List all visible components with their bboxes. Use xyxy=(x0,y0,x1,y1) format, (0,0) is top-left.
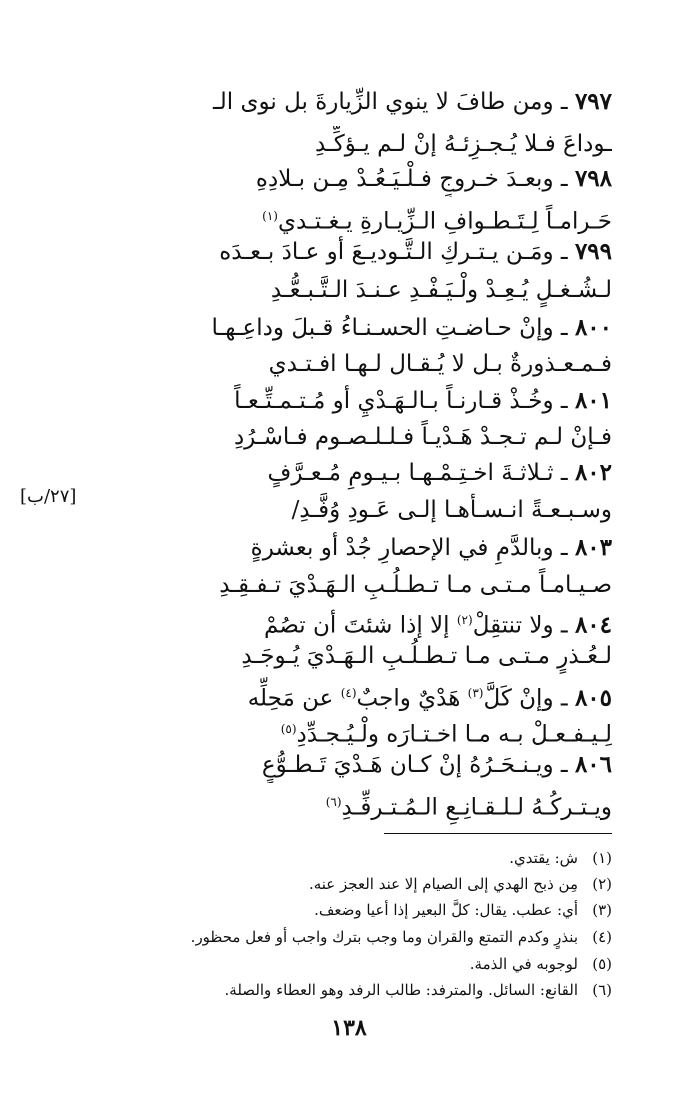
verse-line-second-half xyxy=(72,126,612,162)
verse-text: لِـيـفـعـلْ بـه مـا اخـتـارَه ولْـيُـجـدِّدِ xyxy=(296,721,612,748)
footnote-number: (٢) xyxy=(592,875,612,893)
verse-line-first-half: ٨٠١ ـ وخُـذْ قـارنـاً بـالـهَـدْيِ أو مُـتـمـتِّـعـاً xyxy=(234,387,612,414)
footnote xyxy=(52,846,612,871)
footnote-text: بنذرٍ وكدم التمتع والقران وما وجب بترك واجب أو فعل محظور. xyxy=(190,928,578,946)
verse-line-first-half: ٨٠٥ ـ وإنْ كَلَّ$^{(٣)}$ هَدْيٌ واجبٌ$^{(٤)}$ عن مَحِلِّه xyxy=(247,684,612,712)
footnote-number: (٥) xyxy=(592,955,612,973)
verse-text: عن مَحِلِّه xyxy=(247,685,341,712)
footnote-text: القانع: السائل. والمترفد: طالب الرفد وهو العطاء والصلة. xyxy=(224,981,578,999)
verse-text: فـمـعـذورةٌ بـل لا يُـقـال لـهـا افـتـدي xyxy=(268,351,612,377)
verse-number: ٧٩٩ xyxy=(574,238,612,265)
verse-text: صـيـامـاً مـتـى مـا تـطـلُـبِ الـهَـدْيَ تـفـقِـدِ xyxy=(219,572,612,598)
verse-line-first-half: ٨٠٠ ـ وإنْ حـاضـتِ الحسـنـاءُ قـبلَ وداعِـهـا xyxy=(211,314,612,341)
footnote-divider xyxy=(384,833,612,834)
verse-line-first-half: ٨٠٦ ـ ويـنـحَـرُهُ إنْ كـان هَـدْيَ تَـطـوُّعٍ xyxy=(261,751,612,778)
footnote-marker: (٥) xyxy=(280,722,297,736)
verse-number: ٨٠٣ xyxy=(574,534,612,561)
footnote xyxy=(52,978,612,1003)
verse-text: وبالدَّمِ في الإحصارِ جُدْ أو بعشرةٍ xyxy=(250,535,554,561)
verse-line-first-half: ٧٩٧ ـ ومن طافَ لا ينوي الزِّيارةَ بل نوى الـ xyxy=(213,88,612,115)
verse-text: وإنْ حـاضـتِ الحسـنـاءُ قـبلَ وداعِـهـا xyxy=(211,315,554,341)
verse-line-second-half xyxy=(72,419,612,455)
verse-text: وإنْ كَلَّ xyxy=(483,685,554,712)
verse-number: ٨٠١ xyxy=(574,387,612,414)
footnote-number: (٣) xyxy=(592,901,612,919)
verse-text: ويـنـحَـرُهُ إنْ كـان هَـدْيَ تَـطـوُّعٍ xyxy=(261,752,554,778)
verse-text: هَدْيٌ واجبٌ xyxy=(356,685,468,712)
footnote-text: ش: يقتدي. xyxy=(509,849,578,867)
verse-line-second-half xyxy=(72,272,612,308)
verse-line-first-half: ٨٠٢ ـ ثـلاثـةَ اخـتِـمْـهـا بـيـومِ مُـعـرَّفٍ xyxy=(267,459,612,486)
verse-number: ٧٩٨ xyxy=(574,165,612,192)
footnote-marker: (٤) xyxy=(340,686,357,700)
verse-text: حَـرامـاً لِـتَـطـوافِ الـزِّيـارةِ يـغـتـدي xyxy=(277,208,612,235)
footnote xyxy=(52,925,612,950)
verse-line-second-half xyxy=(72,638,612,674)
verse-text: وبعـدَ خـروجٍ فـلْـيَـعُـدْ مِـن بـلادِهِ xyxy=(255,166,554,192)
verse-line-second-half xyxy=(72,567,612,603)
verse-number: ٨٠٥ xyxy=(574,684,612,712)
verse-line-second-half xyxy=(72,492,612,528)
verse-text: ـوداعَ فـلا يُـجـزِئـهُ إنْ لـم يـؤكِّـدِ xyxy=(315,131,612,157)
page-number: ١٣٨ xyxy=(331,1015,367,1041)
verse-text: ثـلاثـةَ اخـتِـمْـهـا بـيـومِ مُـعـرَّفٍ xyxy=(267,460,554,486)
footnote-number: (٦) xyxy=(592,981,612,999)
verse-number: ٨٠٢ xyxy=(574,459,612,486)
footnote-marker: (١) xyxy=(262,209,278,223)
verse-text: وخُـذْ قـارنـاً بـالـهَـدْيِ أو مُـتـمـتِّـعـاً xyxy=(234,388,554,414)
footnote-marker: (٣) xyxy=(467,686,484,700)
verse-line-first-half: ٨٠٣ ـ وبالدَّمِ في الإحصارِ جُدْ أو بعشرةٍ xyxy=(250,534,612,561)
verse-text: فـإنْ لـم تـجـدْ هَـدْيـاً فـلـلـصـوم فـاسْـرُدِ xyxy=(233,424,612,450)
verse-line-first-half: ٧٩٨ ـ وبعـدَ خـروجٍ فـلْـيَـعُـدْ مِـن بـلادِهِ xyxy=(255,165,612,192)
verse-number: ٨٠٦ xyxy=(574,751,612,778)
footnote xyxy=(52,952,612,977)
verse-line-first-half: ٧٩٩ ـ ومَـن يـتـركِ الـتَّـوديـعَ أو عـادَ بـعـدَه xyxy=(219,238,612,265)
footnote-text: لوجوبه في الذمة. xyxy=(469,955,578,973)
footnote-number: (٤) xyxy=(592,928,612,946)
verse-number: ٨٠٤ xyxy=(574,611,612,639)
verse-number: ٧٩٧ xyxy=(574,88,612,115)
verse-text: ومن طافَ لا ينوي الزِّيارةَ بل نوى الـ xyxy=(213,89,554,115)
footnote-number: (١) xyxy=(592,849,612,867)
footnote-marker: (٢) xyxy=(456,613,473,627)
verse-line-first-half: ٨٠٤ ـ ولا تنتقِلْ$^{(٢)}$ إلا إذا شئتَ أن تصُمْ xyxy=(264,611,612,639)
verse-text: لـعُـذرٍ مـتـى مـا تـطـلُـبِ الـهَـدْيَ يُـوجَـدِ xyxy=(241,643,612,669)
manuscript-folio-marker: [٢٧/ب] xyxy=(20,486,77,507)
verse-number: ٨٠٠ xyxy=(574,314,612,341)
footnote xyxy=(52,872,612,897)
footnote-marker: (٦) xyxy=(325,795,342,809)
verse-text: وسـبـعـةً انـسـأهـا إلـى عَـودِ وُفَّـدِ/ xyxy=(291,497,612,523)
verse-text: إلا إذا شئتَ أن تصُمْ xyxy=(264,612,457,639)
footnote-text: أي: عطب. يقال: كلَّ البعير إذا أعيا وضعف. xyxy=(314,901,578,919)
verse-text: ومَـن يـتـركِ الـتَّـوديـعَ أو عـادَ بـعـدَه xyxy=(219,239,554,265)
verse-line-second-half xyxy=(72,784,612,826)
verse-text: لـشُـغـلٍ يُـعِـدْ ولْـيَـفْـدِ عـنـدَ الـتَّـبـعُّـدِ xyxy=(270,277,612,303)
verse-text: ولا تنتقِلْ xyxy=(472,612,554,639)
verse-text: ويـتـركُـهُ لـلـقـانِـعِ الـمُـتـرفِّـدِ xyxy=(341,794,612,821)
footnote-text: مِن ذبح الهدي إلى الصيام إلا عند العجز عنه. xyxy=(308,875,578,893)
verse-line-second-half xyxy=(72,346,612,382)
footnote xyxy=(52,898,612,923)
